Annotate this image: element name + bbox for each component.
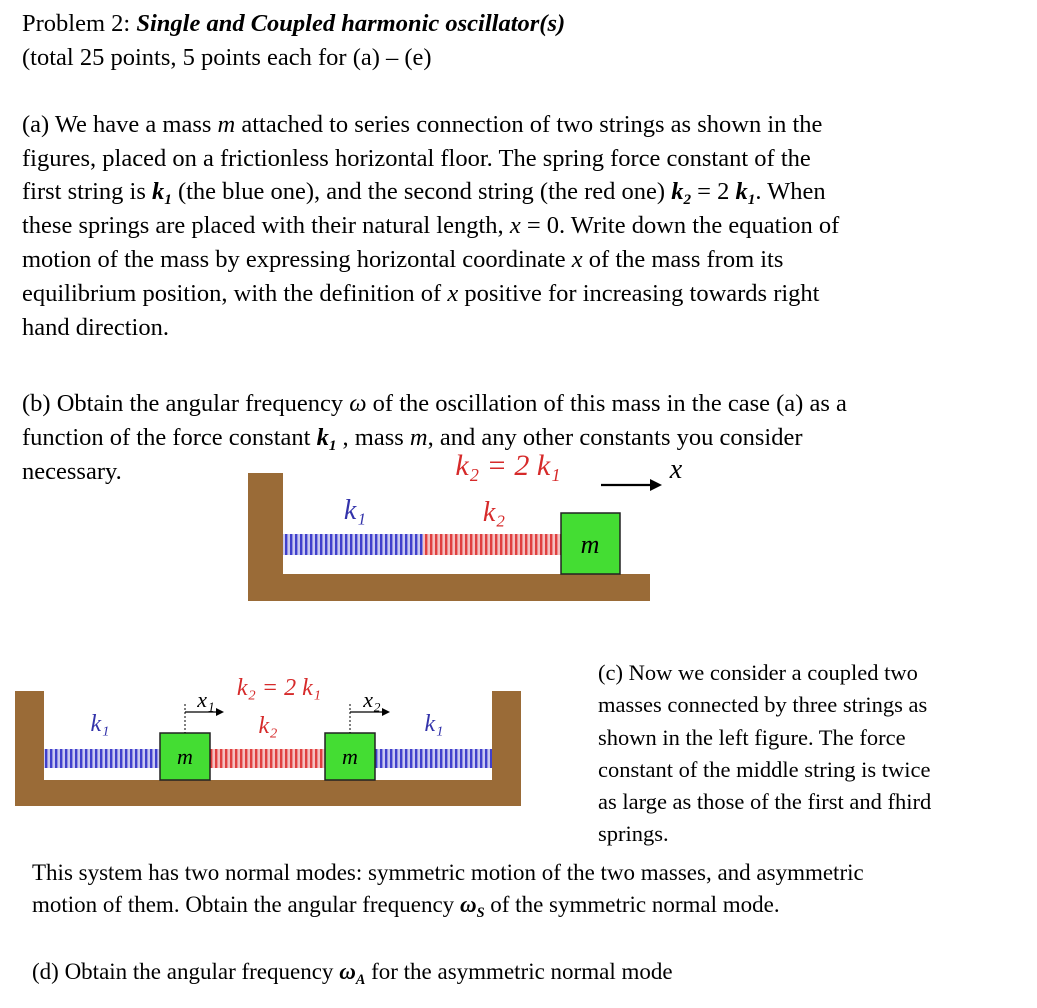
- relation-label: k₂ = 2 k₁: [455, 449, 561, 482]
- part-b-line-1: (b) Obtain the angular frequency ω of the oscillation of this mass in the case (a) as a: [22, 390, 847, 417]
- mass-2-label: m: [342, 744, 358, 769]
- relation-label-2: k₂ = 2 k₁: [236, 675, 322, 701]
- x1-label: x₁: [197, 687, 215, 712]
- mass-1-label: m: [177, 744, 193, 769]
- part-c-line-3: shown in the left figure. The force: [598, 725, 906, 750]
- k1-label: k₁: [343, 495, 367, 526]
- k2-middle-label: k₂: [258, 713, 278, 739]
- part-a-line-6: equilibrium position, with the definition of x positive for increasing towards right: [22, 280, 820, 307]
- k1-left-label: k₁: [90, 711, 110, 737]
- part-c-line-2: masses connected by three strings as: [598, 692, 928, 717]
- spring-k1-right: [375, 749, 492, 768]
- part-a-line-5: motion of the mass by expressing horizontal coordinate x of the mass from its: [22, 246, 784, 273]
- problem-title: Single and Coupled harmonic oscillator(s): [136, 10, 566, 37]
- problem-label: Problem 2:: [22, 10, 131, 37]
- k1-right-label: k₁: [424, 711, 444, 737]
- normal-modes-line-2: motion of them. Obtain the angular frequency $\omega_S$ of the symmetric normal mode.: [32, 892, 780, 921]
- part-c-line-5: as large as those of the first and fhird: [598, 789, 932, 814]
- mass-label: m: [580, 530, 600, 559]
- part-a-line-1: (a) We have a mass m attached to series connection of two strings as shown in the: [22, 111, 823, 138]
- part-a-line-7: hand direction.: [22, 314, 169, 341]
- part-a-line-3: first string is $k_1$ (the blue one), and the second string (the red one) $k_2 = 2$ $k_1$. When: [22, 178, 826, 209]
- part-c-line-4: constant of the middle string is twice: [598, 757, 931, 782]
- part-a-line-4: these springs are placed with their natural length, x = 0. Write down the equation of: [22, 212, 840, 239]
- k2-label: k₂: [482, 497, 506, 528]
- x1-arrowhead: [216, 708, 224, 716]
- part-a-line-2: figures, placed on a frictionless horizontal floor. The spring force constant of the: [22, 145, 811, 172]
- x-axis-label: x: [669, 454, 683, 485]
- spring-k1-left: [44, 749, 160, 768]
- part-b-line-2: function of the force constant $k_1$ , mass m, and any other constants you consider: [22, 424, 803, 455]
- spring-k2-middle: [210, 749, 325, 768]
- points-line: (total 25 points, 5 points each for (a) – (e): [22, 44, 432, 71]
- x2-arrowhead: [382, 708, 390, 716]
- normal-modes-line-1: This system has two normal modes: symmetric motion of the two masses, and asymmetric: [32, 860, 864, 885]
- part-d-line: (d) Obtain the angular frequency $\omega_A$ for the asymmetric normal mode: [32, 959, 673, 988]
- x2-label: x₂: [363, 687, 381, 712]
- part-b-line-3: necessary.: [22, 458, 122, 485]
- part-c-line-6: springs.: [598, 821, 669, 846]
- floor-2: [15, 780, 521, 806]
- part-c-line-1: (c) Now we consider a coupled two: [598, 660, 918, 685]
